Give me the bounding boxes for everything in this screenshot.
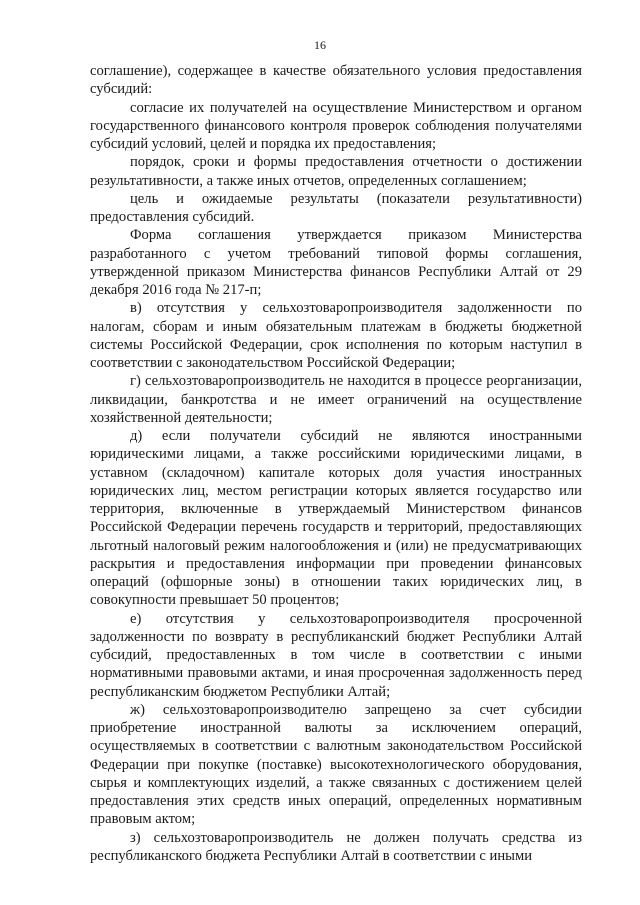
- paragraph-item-e: е) отсутствия у сельхозтоваропроизводителя просроченной задолженности по возврату в республиканский бюджет Республики Алтай субсидий, предоставленных в том числе в соответствии с иными нормативными правовыми актами, и иная просроченная задолженность перед республиканским бюджетом Республики Алтай;: [90, 610, 582, 700]
- paragraph-continuation: соглашение), содержащее в качестве обязательного условия предоставления субсидий:: [90, 63, 582, 98]
- page-number: 16: [314, 38, 326, 52]
- paragraph-agreement-form: Форма соглашения утверждается приказом Министерства разработанного с учетом требований типовой формы соглашения, утвержденной приказом Министерства финансов Республики Алтай от 29 декабря 2016 года № 217-п;: [90, 227, 582, 298]
- paragraph-item-zh: ж) сельхозтоваропроизводителю запрещено за счет субсидии приобретение иностранной валюты за исключением операций, осуществляемых в соответствии с валютным законодательством Российской Федерации при покупке (поставке) высокотехнологического оборудования, сырья и комплектующих изделий, а также связанных с достижением целей предоставления этих средств иных операций, определенных нормативным правовым актом;: [90, 701, 582, 828]
- paragraph-item-g: г) сельхозтоваропроизводитель не находится в процессе реорганизации, ликвидации, банкротства и не имеет ограничений на осуществление хозяйственной деятельности;: [90, 373, 582, 426]
- paragraph-goal: цель и ожидаемые результаты (показатели результативности) предоставления субсидий.: [90, 190, 582, 225]
- paragraph-item-v: в) отсутствия у сельхозтоваропроизводителя задолженности по налогам, сборам и иным обязательным платежам в бюджеты бюджетной системы Российской Федерации, срок исполнения по которым наступил в соответствии с законодательством Российской Федерации;: [90, 300, 582, 371]
- paragraph-reporting: порядок, сроки и формы предоставления отчетности о достижении результативности, а также иных отчетов, определенных соглашением;: [90, 154, 582, 189]
- document-body: [90, 62, 582, 865]
- paragraph-consent: согласие их получателей на осуществление Министерством и органом государственного финансового контроля проверок соблюдения получателями субсидий условий, целей и порядка их предоставления;: [90, 99, 582, 152]
- paragraph-item-z: з) сельхозтоваропроизводитель не должен получать средства из республиканского бюджета Республики Алтай в соответствии с иными: [90, 829, 582, 864]
- paragraph-item-d: д) если получатели субсидий не являются иностранными юридическими лицами, а также российскими юридическими лицами, в уставном (складочном) капитале которых доля участия иностранных юридических лиц, местом регистрации которых является государство или территория, включенные в утверждаемый Министерством финансов Российской Федерации перечень государств и территорий, предоставляющих льготный налоговый режим налогообложения и (или) не предусматривающих раскрытия и предоставления информации при проведении финансовых операций (офшорные зоны) в отношении таких юридических лиц, в совокупности превышает 50 процентов;: [90, 428, 582, 609]
